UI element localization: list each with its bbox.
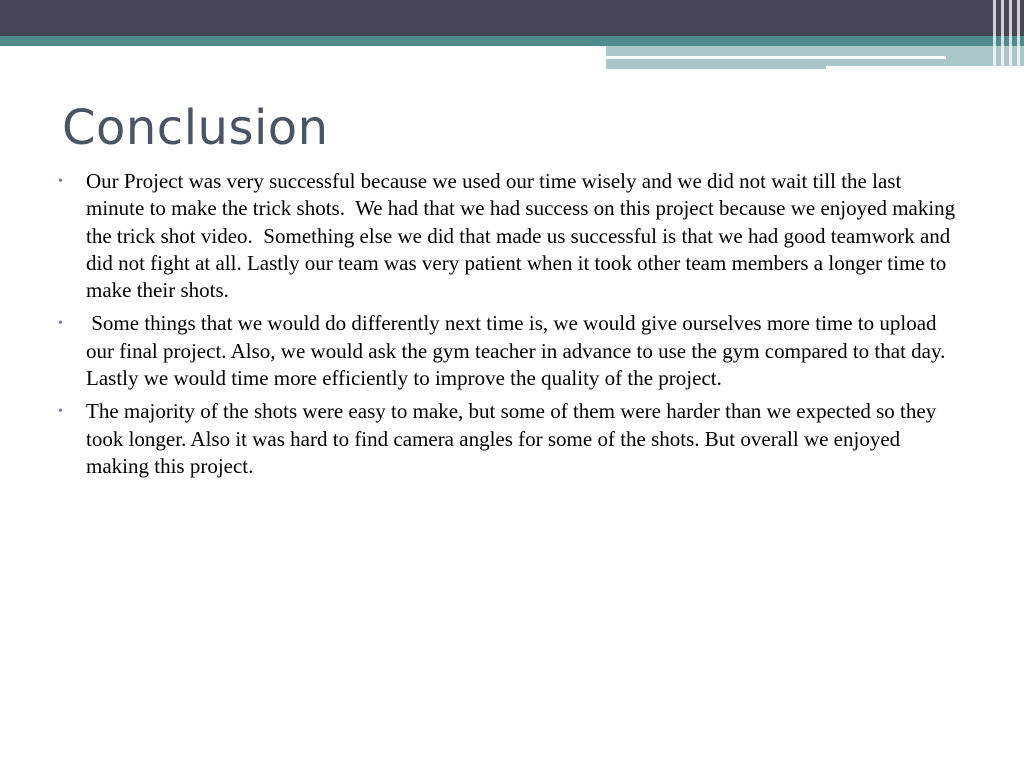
header-dark-bar (0, 0, 1024, 36)
bullet-item (56, 310, 956, 392)
header-stripe (1001, 0, 1004, 70)
bullet-text: The majority of the shots were easy to make, but some of them were harder than we expected so they took longer. Also it was hard to find camera angles for some of the shots. But overall we enjoyed making this project. (86, 399, 942, 478)
bullet-text: Some things that we would do differently next time is, we would give ourselves more time to upload our final project. Also, we would ask the gym teacher in advance to use the gym compared to that day. Lastly we would time more efficiently to improve the quality of the project. (86, 311, 951, 391)
header-teal-bar (0, 36, 1024, 46)
header-stripe (1009, 0, 1012, 70)
bullet-text: Our Project was very successful because we used our time wisely and we did not wait till the last minute to make the trick shots. We had that we had success on this project because we enjoyed making the trick shot video. Something else we did that made us successful is that we had good teamwork and did not fight at all. Lastly our team was very patient when it took other team members a longer time to make their shots. (86, 169, 961, 303)
bullet-marker: • (58, 174, 63, 189)
bullet-list (56, 168, 961, 486)
bullet-marker: • (58, 316, 63, 332)
slide-title: Conclusion (62, 100, 329, 156)
bullet-item (56, 398, 956, 480)
header-accent-line-lower (606, 66, 826, 69)
header-stripe (1017, 0, 1020, 70)
header-accent-line (606, 56, 946, 59)
bullet-item (56, 168, 961, 304)
header-stripe (993, 0, 996, 70)
bullet-marker: • (58, 404, 63, 420)
